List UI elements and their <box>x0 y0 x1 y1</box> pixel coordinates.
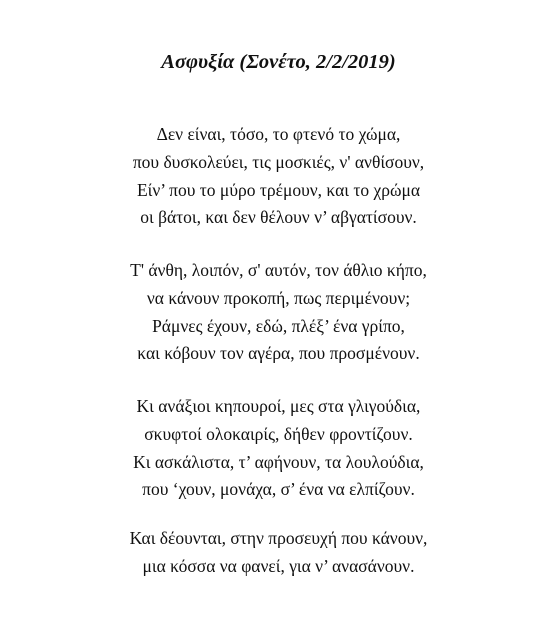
poem-line: μια κόσσα να φανεί, για ν’ ανασάνουν. <box>142 555 415 576</box>
poem-line: Κι ασκάλιστα, τ’ αφήνουν, τα λουλούδια, <box>133 451 424 472</box>
stanza-3 <box>0 393 557 504</box>
poem-line: Είν’ που το μύρο τρέμουν, και το χρώμα <box>136 179 421 200</box>
poem-line: και κόβουν τον αγέρα, που προσμένουν. <box>137 343 420 364</box>
poem-line: που δυσκολεύει, τις μοσκιές, ν' ανθίσουν, <box>132 151 425 172</box>
poem-title: Ασφυξία (Σονέτο, 2/2/2019) <box>161 51 396 73</box>
poem-line: που ‘χουν, μονάχα, σ’ ένα να ελπίζουν. <box>142 479 415 500</box>
poem-line: σκυφτοί ολοκαιρίς, δήθεν φροντίζουν. <box>144 423 413 444</box>
poem-line: να κάνουν προκοπή, πως περιμένουν; <box>146 287 411 308</box>
poem-line: οι βάτοι, και δεν θέλουν ν’ αβγατίσουν. <box>140 207 417 228</box>
poem-line: Τ' άνθη, λοιπόν, σ' αυτόν, τον άθλιο κήπο, <box>130 260 427 280</box>
poem-line: Κι ανάξιοι κηπουροί, μες στα γλιγούδια, <box>136 396 421 416</box>
stanza-2 <box>0 257 557 368</box>
stanza-1 <box>0 121 557 232</box>
poem-line: Ράμνες έχουν, εδώ, πλέξ’ ένα γρίπο, <box>152 315 405 336</box>
poem-line: Και δέουνται, στην προσευχή που κάνουν, <box>129 528 428 548</box>
poem-line: Δεν είναι, τόσο, το φτενό το χώμα, <box>156 124 401 144</box>
stanza-4 <box>0 525 557 581</box>
